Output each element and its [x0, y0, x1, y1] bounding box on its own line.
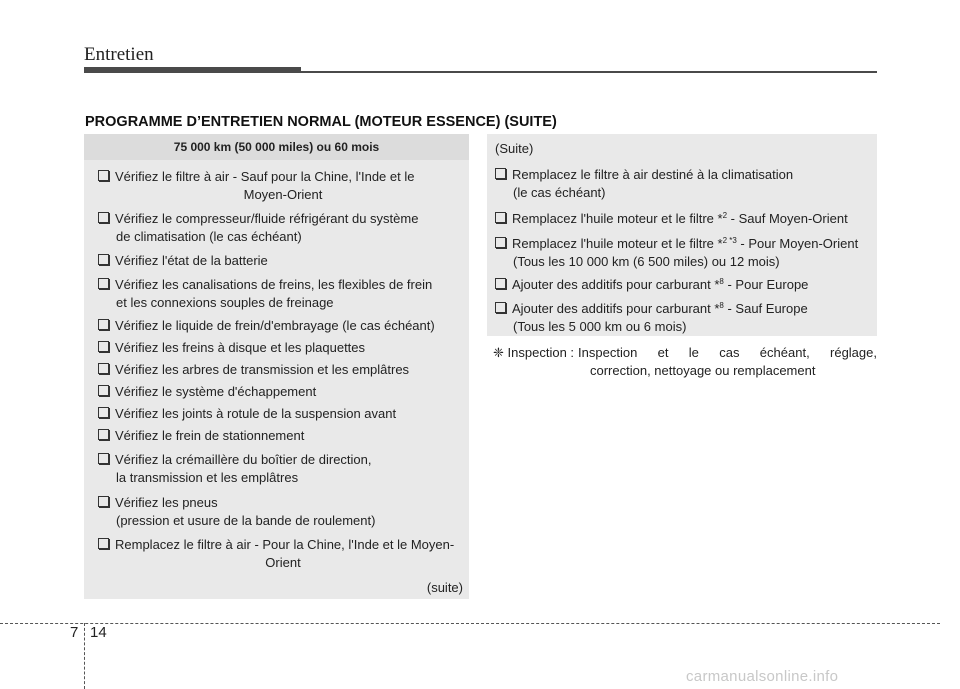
- list-item: Vérifiez les canalisations de freins, les flexibles de frein et les connexions souples de freinage: [98, 276, 468, 312]
- note-text-continued: correction, nettoyage ou remplacement: [590, 363, 816, 378]
- checkbox-icon: [98, 341, 109, 352]
- inspection-note: [493, 344, 877, 380]
- continued-label: (suite): [426, 580, 463, 595]
- list-item: Remplacez l'huile moteur et le filtre *$^{2 *3}$ - Pour Moyen-Orient (Tous les 10 000 km (6 500 miles) ou 12 mois): [495, 232, 875, 271]
- checkbox-icon: [98, 363, 109, 374]
- list-item: Vérifiez les arbres de transmission et les emplâtres: [98, 361, 468, 379]
- checkbox-icon: [495, 212, 506, 223]
- list-item: Ajouter des additifs pour carburant *$^8$ - Pour Europe: [495, 273, 875, 294]
- checkbox-icon: [98, 319, 109, 330]
- chapter-number: 7: [70, 624, 79, 641]
- continued-label: (Suite): [495, 141, 534, 156]
- list-item: Vérifiez la crémaillère du boîtier de direction, la transmission et les emplâtres: [98, 451, 468, 487]
- list-item: Vérifiez le compresseur/fluide réfrigérant du système de climatisation (le cas échéant): [98, 210, 468, 246]
- watermark: carmanualsonline.info: [686, 668, 839, 685]
- checkbox-icon: [98, 538, 109, 549]
- footer-divider: [84, 623, 85, 689]
- header-rule-thick: [84, 67, 301, 73]
- checkbox-icon: [495, 237, 506, 248]
- maintenance-panel-continued: [487, 134, 877, 336]
- checkbox-icon: [98, 170, 109, 181]
- page-number: 14: [90, 624, 107, 641]
- note-text: Inspection et le cas échéant, réglage,: [578, 345, 877, 360]
- checkbox-icon: [495, 278, 506, 289]
- list-item: Vérifiez les freins à disque et les plaquettes: [98, 339, 468, 357]
- note-label: ❈ Inspection :: [493, 345, 575, 360]
- checkbox-icon: [98, 278, 109, 289]
- checkbox-icon: [98, 254, 109, 265]
- interval-heading: 75 000 km (50 000 miles) ou 60 mois: [84, 134, 469, 160]
- page-header-title: Entretien: [84, 44, 154, 65]
- checkbox-icon: [495, 302, 506, 313]
- list-item: Vérifiez l'état de la batterie: [98, 252, 468, 270]
- list-item: Vérifiez le système d'échappement: [98, 383, 468, 401]
- asterisk-icon: ❈: [493, 345, 504, 360]
- list-item: Vérifiez le frein de stationnement: [98, 427, 468, 445]
- list-item: Vérifiez le liquide de frein/d'embrayage (le cas échéant): [98, 317, 468, 335]
- section-heading: PROGRAMME D’ENTRETIEN NORMAL (MOTEUR ESSENCE) (SUITE): [85, 114, 557, 130]
- list-item: Vérifiez les pneus (pression et usure de la bande de roulement): [98, 494, 468, 530]
- checkbox-icon: [98, 453, 109, 464]
- checkbox-icon: [98, 407, 109, 418]
- list-item: Ajouter des additifs pour carburant *$^8$ - Sauf Europe (Tous les 5 000 km ou 6 mois): [495, 297, 875, 336]
- checkbox-icon: [98, 385, 109, 396]
- checkbox-icon: [98, 212, 109, 223]
- checkbox-icon: [495, 168, 506, 179]
- header-rule-thin: [301, 71, 877, 73]
- maintenance-panel-75000km: [84, 134, 469, 599]
- list-item: Remplacez le filtre à air destiné à la climatisation (le cas échéant): [495, 166, 875, 202]
- checkbox-icon: [98, 429, 109, 440]
- list-item: Vérifiez les joints à rotule de la suspension avant: [98, 405, 468, 423]
- footer-rule: [0, 623, 940, 624]
- checkbox-icon: [98, 496, 109, 507]
- list-item: Remplacez l'huile moteur et le filtre *$^2$ - Sauf Moyen-Orient: [495, 207, 875, 228]
- list-item: Remplacez le filtre à air - Pour la Chine, l'Inde et le Moyen- Orient: [98, 536, 468, 572]
- list-item: Vérifiez le filtre à air - Sauf pour la Chine, l'Inde et le Moyen-Orient: [98, 168, 468, 204]
